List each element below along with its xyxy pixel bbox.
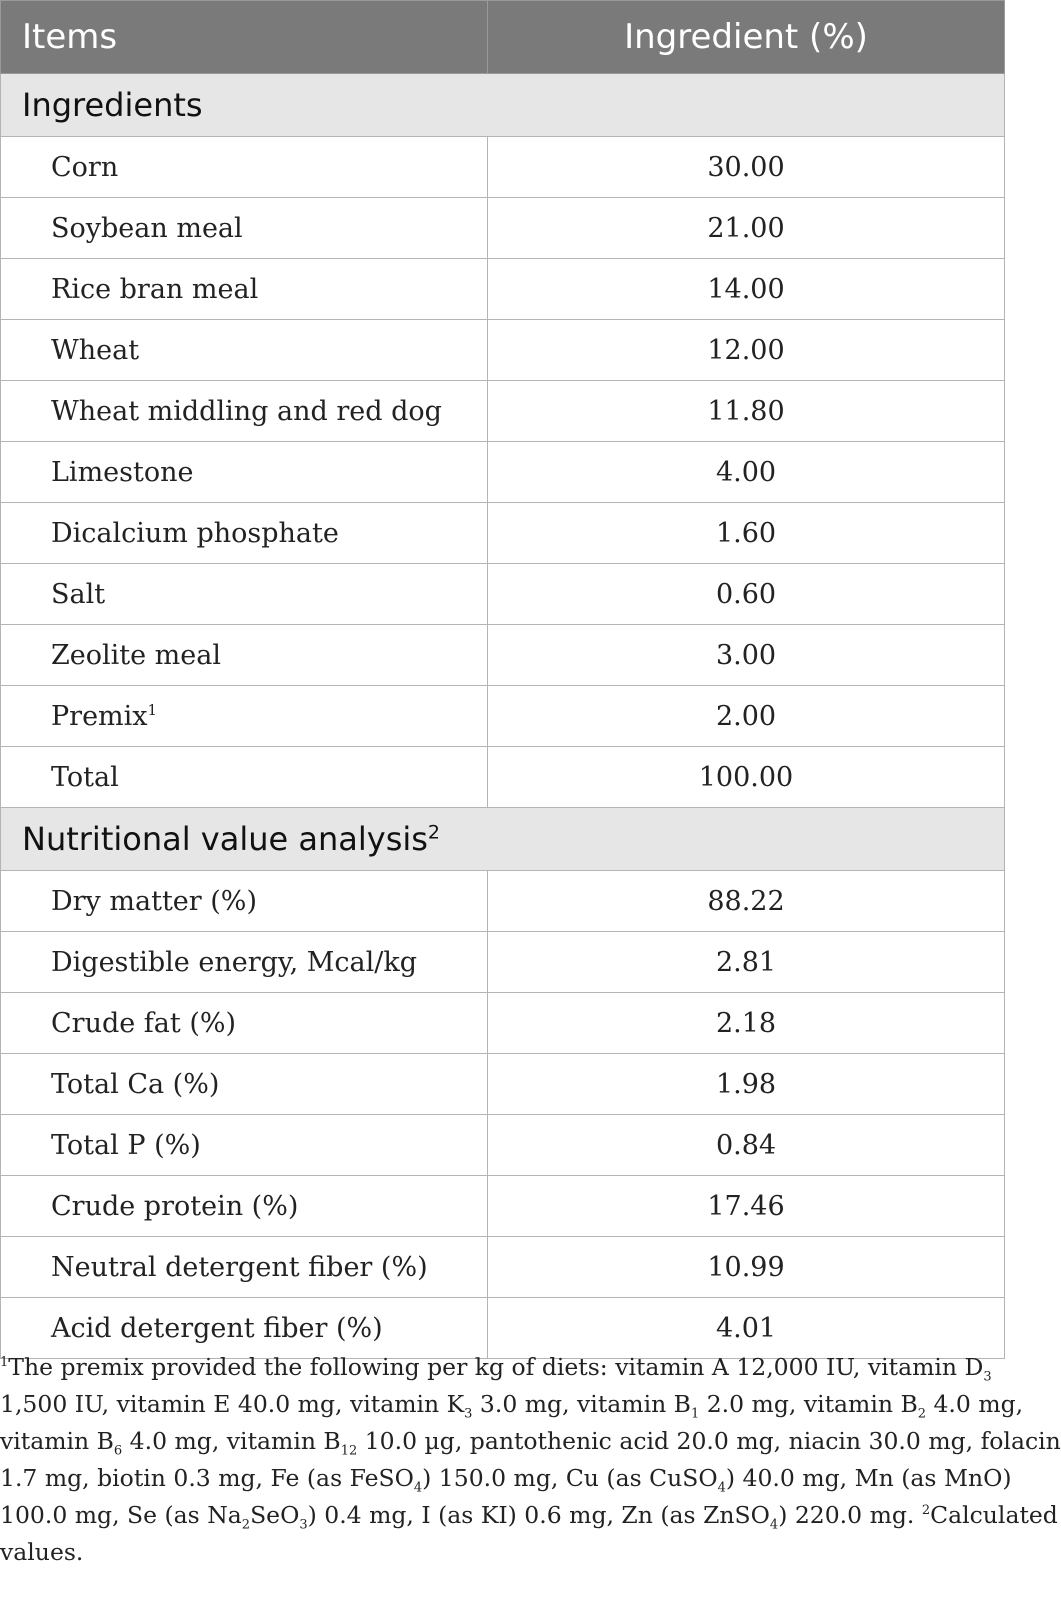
row-label: Total Ca (%) [51,1068,220,1100]
footnote-text: ) 40.0 mg, Mn (as MnO) [725,1464,1012,1492]
row-footnote-marker: 1 [147,700,158,719]
table-row [1,259,1005,320]
footnote-text: 1.7 mg, biotin 0.3 mg, Fe (as FeSO [0,1464,414,1492]
footnote-subscript: 4 [769,1517,779,1533]
row-label-cell [1,1176,488,1237]
table-header-row [1,1,1005,74]
row-value: 4.00 [488,442,1005,503]
row-label-cell [1,320,488,381]
row-label-cell [1,442,488,503]
row-label: Wheat [51,334,140,366]
row-value: 0.84 [488,1115,1005,1176]
footnote-subscript: 3 [464,1406,473,1422]
footnote-text: vitamin B [0,1427,114,1455]
row-value: 10.99 [488,1237,1005,1298]
footnote-line [0,1349,990,1386]
footnote-line [0,1497,1058,1534]
section-title [1,74,1005,137]
footnote-text: 10.0 µg, pantothenic acid 20.0 mg, niacin 30.0 mg, folacin [357,1427,1061,1455]
row-value: 0.60 [488,564,1005,625]
row-value: 4.01 [488,1298,1005,1359]
table-footnote [0,1349,1061,1571]
row-label: Acid detergent fiber (%) [51,1312,383,1344]
footnote-subscript: 6 [113,1443,123,1459]
table-row [1,993,1005,1054]
row-label-cell [1,1115,488,1176]
row-label: Digestible energy, Mcal/kg [51,946,417,978]
row-label: Dry matter (%) [51,885,257,917]
footnote-text: values. [0,1538,84,1566]
table-row [1,137,1005,198]
header-items: Items [1,1,488,74]
footnote-text: The premix provided the following per kg of diets: vitamin A 12,000 IU, vitamin D [8,1353,984,1381]
table-row [1,625,1005,686]
section-header-row [1,74,1005,137]
row-label: Total [51,761,119,793]
row-label-cell [1,747,488,808]
row-value: 3.00 [488,625,1005,686]
footnote-subscript: 2 [917,1406,927,1422]
row-label: Wheat middling and red dog [51,395,442,427]
row-value: 30.00 [488,137,1005,198]
row-label: Limestone [51,456,194,488]
row-value: 100.00 [488,747,1005,808]
row-value: 12.00 [488,320,1005,381]
table-row [1,1176,1005,1237]
row-label: Salt [51,578,106,610]
footnote-subscript: 2 [241,1517,251,1533]
row-label: Rice bran meal [51,273,259,305]
row-value: 2.81 [488,932,1005,993]
row-value: 17.46 [488,1176,1005,1237]
row-label: Zeolite meal [51,639,221,671]
row-label-cell [1,1237,488,1298]
footnote-text: Calculated [930,1501,1058,1529]
table-row [1,1237,1005,1298]
footnote-text: 4.0 mg, vitamin B [122,1427,341,1455]
footnote-text: ) 220.0 mg. [778,1501,922,1529]
table-row [1,381,1005,442]
row-label: Corn [51,151,119,183]
footnote-supscript: 1 [0,1355,9,1371]
row-value: 2.18 [488,993,1005,1054]
row-label-cell [1,932,488,993]
row-label-cell [1,259,488,320]
footnote-subscript: 4 [717,1480,726,1496]
row-label-cell [1,381,488,442]
row-label-cell [1,564,488,625]
row-label-cell [1,993,488,1054]
footnote-text: SeO [250,1501,300,1529]
row-label-cell [1,137,488,198]
section-title-footnote-marker: 2 [427,821,441,844]
footnote-subscript: 1 [690,1406,700,1422]
footnote-supscript: 2 [921,1503,931,1519]
table-row [1,320,1005,381]
table-row [1,198,1005,259]
table-row [1,747,1005,808]
table-body [1,74,1005,1359]
section-header-row [1,808,1005,871]
table-row [1,442,1005,503]
footnote-text: ) 150.0 mg, Cu (as CuSO [422,1464,718,1492]
row-label: Soybean meal [51,212,243,244]
row-label-cell [1,1054,488,1115]
footnote-subscript: 12 [340,1443,358,1459]
row-label-cell [1,198,488,259]
row-label-cell [1,871,488,932]
row-value: 14.00 [488,259,1005,320]
table-row [1,1115,1005,1176]
table-row [1,564,1005,625]
section-title [1,808,1005,871]
footnote-subscript: 4 [413,1480,423,1496]
row-label: Crude protein (%) [51,1190,299,1222]
footnote-text: 2.0 mg, vitamin B [699,1390,918,1418]
table-row [1,686,1005,747]
row-value: 1.98 [488,1054,1005,1115]
footnote-line [0,1460,1012,1497]
footnote-text: 3.0 mg, vitamin B [472,1390,691,1418]
header-ingredient-percent: Ingredient (%) [488,1,1005,74]
table-row [1,871,1005,932]
footnote-text: ) 0.4 mg, I (as KI) 0.6 mg, Zn (as ZnSO [307,1501,770,1529]
footnote-line [0,1534,990,1571]
table-row [1,503,1005,564]
footnote-text: 100.0 mg, Se (as Na [0,1501,242,1529]
footnote-line [0,1386,1024,1423]
row-value: 21.00 [488,198,1005,259]
row-value: 11.80 [488,381,1005,442]
row-label: Crude fat (%) [51,1007,237,1039]
footnote-subscript: 3 [299,1517,308,1533]
footnote-text: 1,500 IU, vitamin E 40.0 mg, vitamin K [0,1390,465,1418]
row-label-cell [1,503,488,564]
footnote-subscript: 3 [983,1369,992,1385]
footnote-line [0,1423,1061,1460]
row-label: Neutral detergent fiber (%) [51,1251,428,1283]
row-label: Premix [51,700,148,732]
table-row [1,1054,1005,1115]
row-value: 88.22 [488,871,1005,932]
table-row [1,932,1005,993]
section-title-text: Ingredients [22,86,203,124]
row-label: Total P (%) [51,1129,201,1161]
row-label: Dicalcium phosphate [51,517,339,549]
row-value: 1.60 [488,503,1005,564]
row-value: 2.00 [488,686,1005,747]
footnote-text: 4.0 mg, [926,1390,1024,1418]
row-label-cell [1,625,488,686]
row-label-cell [1,686,488,747]
section-title-text: Nutritional value analysis [22,820,428,858]
